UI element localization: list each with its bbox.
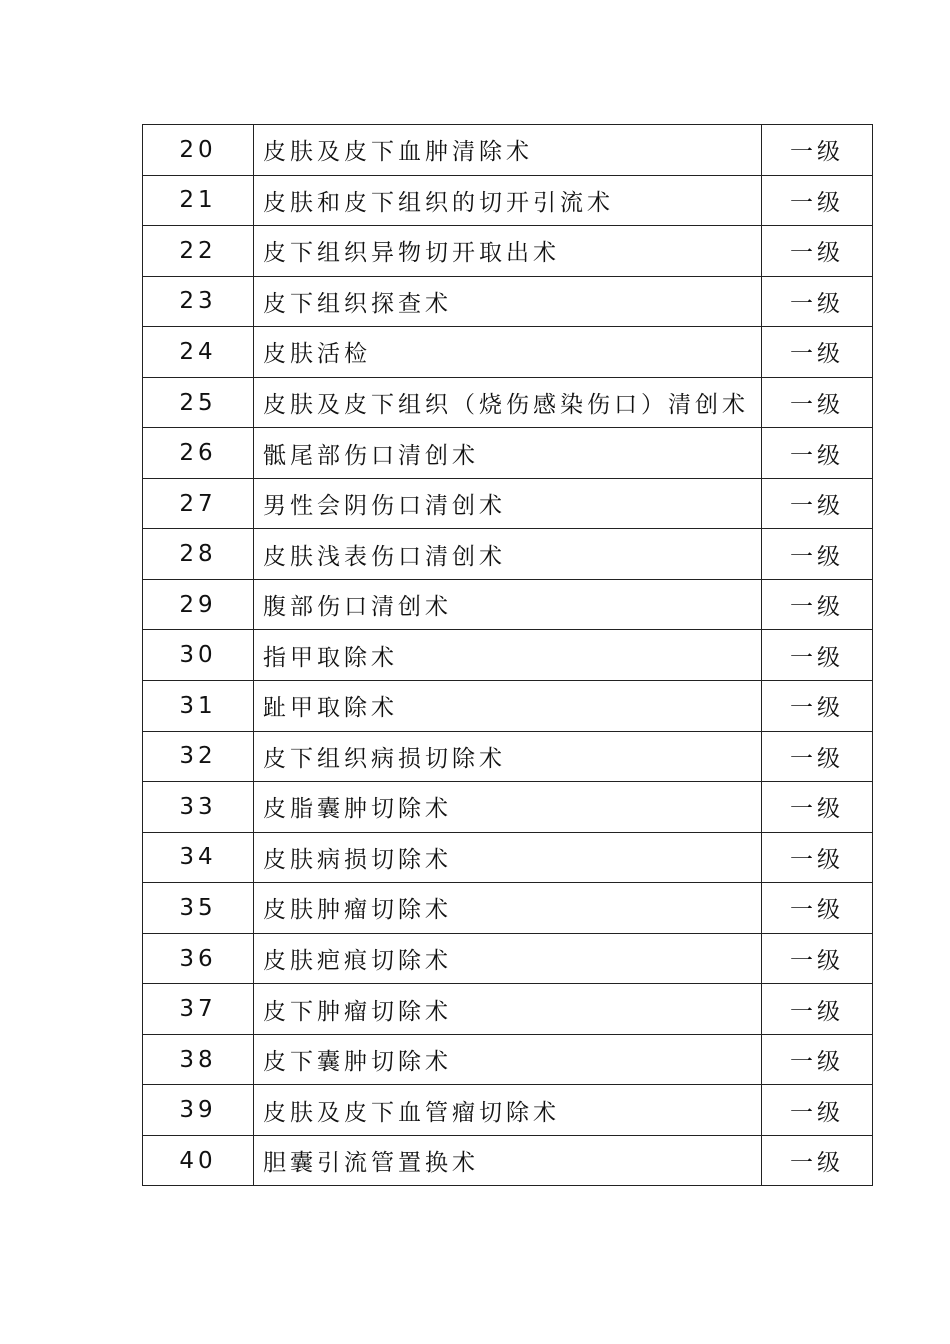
procedure-level: 一级	[762, 428, 873, 479]
procedure-level: 一级	[762, 984, 873, 1035]
table-row	[143, 630, 873, 681]
table-row	[143, 529, 873, 580]
procedure-name: 皮肤及皮下血肿清除术	[254, 125, 762, 176]
row-number: 34	[143, 832, 254, 883]
procedure-level: 一级	[762, 175, 873, 226]
table-row	[143, 579, 873, 630]
procedure-name: 皮下组织异物切开取出术	[254, 226, 762, 277]
procedure-name: 皮肤疤痕切除术	[254, 933, 762, 984]
procedure-name: 皮肤肿瘤切除术	[254, 883, 762, 934]
procedure-name: 皮下组织探查术	[254, 276, 762, 327]
procedure-name: 皮脂囊肿切除术	[254, 782, 762, 833]
table-row	[143, 1135, 873, 1186]
procedure-level: 一级	[762, 630, 873, 681]
row-number: 23	[143, 276, 254, 327]
row-number: 31	[143, 681, 254, 732]
row-number: 27	[143, 478, 254, 529]
procedure-level: 一级	[762, 933, 873, 984]
procedure-table	[142, 124, 873, 1186]
procedure-level: 一级	[762, 276, 873, 327]
procedure-name: 指甲取除术	[254, 630, 762, 681]
table-row	[143, 276, 873, 327]
table-row	[143, 933, 873, 984]
table-row	[143, 327, 873, 378]
table-row	[143, 883, 873, 934]
procedure-table-body	[143, 125, 873, 1186]
row-number: 26	[143, 428, 254, 479]
row-number: 24	[143, 327, 254, 378]
procedure-name: 骶尾部伤口清创术	[254, 428, 762, 479]
procedure-name: 皮下组织病损切除术	[254, 731, 762, 782]
table-row	[143, 175, 873, 226]
row-number: 37	[143, 984, 254, 1035]
procedure-name: 皮下囊肿切除术	[254, 1034, 762, 1085]
procedure-level: 一级	[762, 681, 873, 732]
table-row	[143, 731, 873, 782]
table-row	[143, 226, 873, 277]
row-number: 20	[143, 125, 254, 176]
procedure-level: 一级	[762, 1135, 873, 1186]
procedure-name: 皮肤浅表伤口清创术	[254, 529, 762, 580]
row-number: 38	[143, 1034, 254, 1085]
procedure-name: 腹部伤口清创术	[254, 579, 762, 630]
row-number: 21	[143, 175, 254, 226]
procedure-name: 皮肤及皮下组织（烧伤感染伤口）清创术	[254, 377, 762, 428]
procedure-level: 一级	[762, 579, 873, 630]
procedure-name: 皮肤病损切除术	[254, 832, 762, 883]
procedure-name: 趾甲取除术	[254, 681, 762, 732]
procedure-name: 皮肤活检	[254, 327, 762, 378]
row-number: 29	[143, 579, 254, 630]
procedure-level: 一级	[762, 377, 873, 428]
row-number: 36	[143, 933, 254, 984]
procedure-level: 一级	[762, 327, 873, 378]
procedure-level: 一级	[762, 125, 873, 176]
procedure-level: 一级	[762, 478, 873, 529]
table-row	[143, 377, 873, 428]
procedure-level: 一级	[762, 226, 873, 277]
row-number: 40	[143, 1135, 254, 1186]
table-row	[143, 984, 873, 1035]
row-number: 28	[143, 529, 254, 580]
table-row	[143, 782, 873, 833]
row-number: 35	[143, 883, 254, 934]
procedure-name: 男性会阴伤口清创术	[254, 478, 762, 529]
row-number: 22	[143, 226, 254, 277]
table-row	[143, 832, 873, 883]
procedure-level: 一级	[762, 1034, 873, 1085]
row-number: 30	[143, 630, 254, 681]
procedure-name: 皮肤及皮下血管瘤切除术	[254, 1085, 762, 1136]
row-number: 33	[143, 782, 254, 833]
table-row	[143, 478, 873, 529]
procedure-level: 一级	[762, 731, 873, 782]
procedure-level: 一级	[762, 782, 873, 833]
table-row	[143, 1085, 873, 1136]
table-row	[143, 681, 873, 732]
procedure-level: 一级	[762, 883, 873, 934]
row-number: 39	[143, 1085, 254, 1136]
table-row	[143, 1034, 873, 1085]
procedure-name: 胆囊引流管置换术	[254, 1135, 762, 1186]
procedure-level: 一级	[762, 832, 873, 883]
procedure-level: 一级	[762, 1085, 873, 1136]
row-number: 25	[143, 377, 254, 428]
table-row	[143, 428, 873, 479]
row-number: 32	[143, 731, 254, 782]
table-row	[143, 125, 873, 176]
procedure-name: 皮肤和皮下组织的切开引流术	[254, 175, 762, 226]
procedure-level: 一级	[762, 529, 873, 580]
procedure-name: 皮下肿瘤切除术	[254, 984, 762, 1035]
